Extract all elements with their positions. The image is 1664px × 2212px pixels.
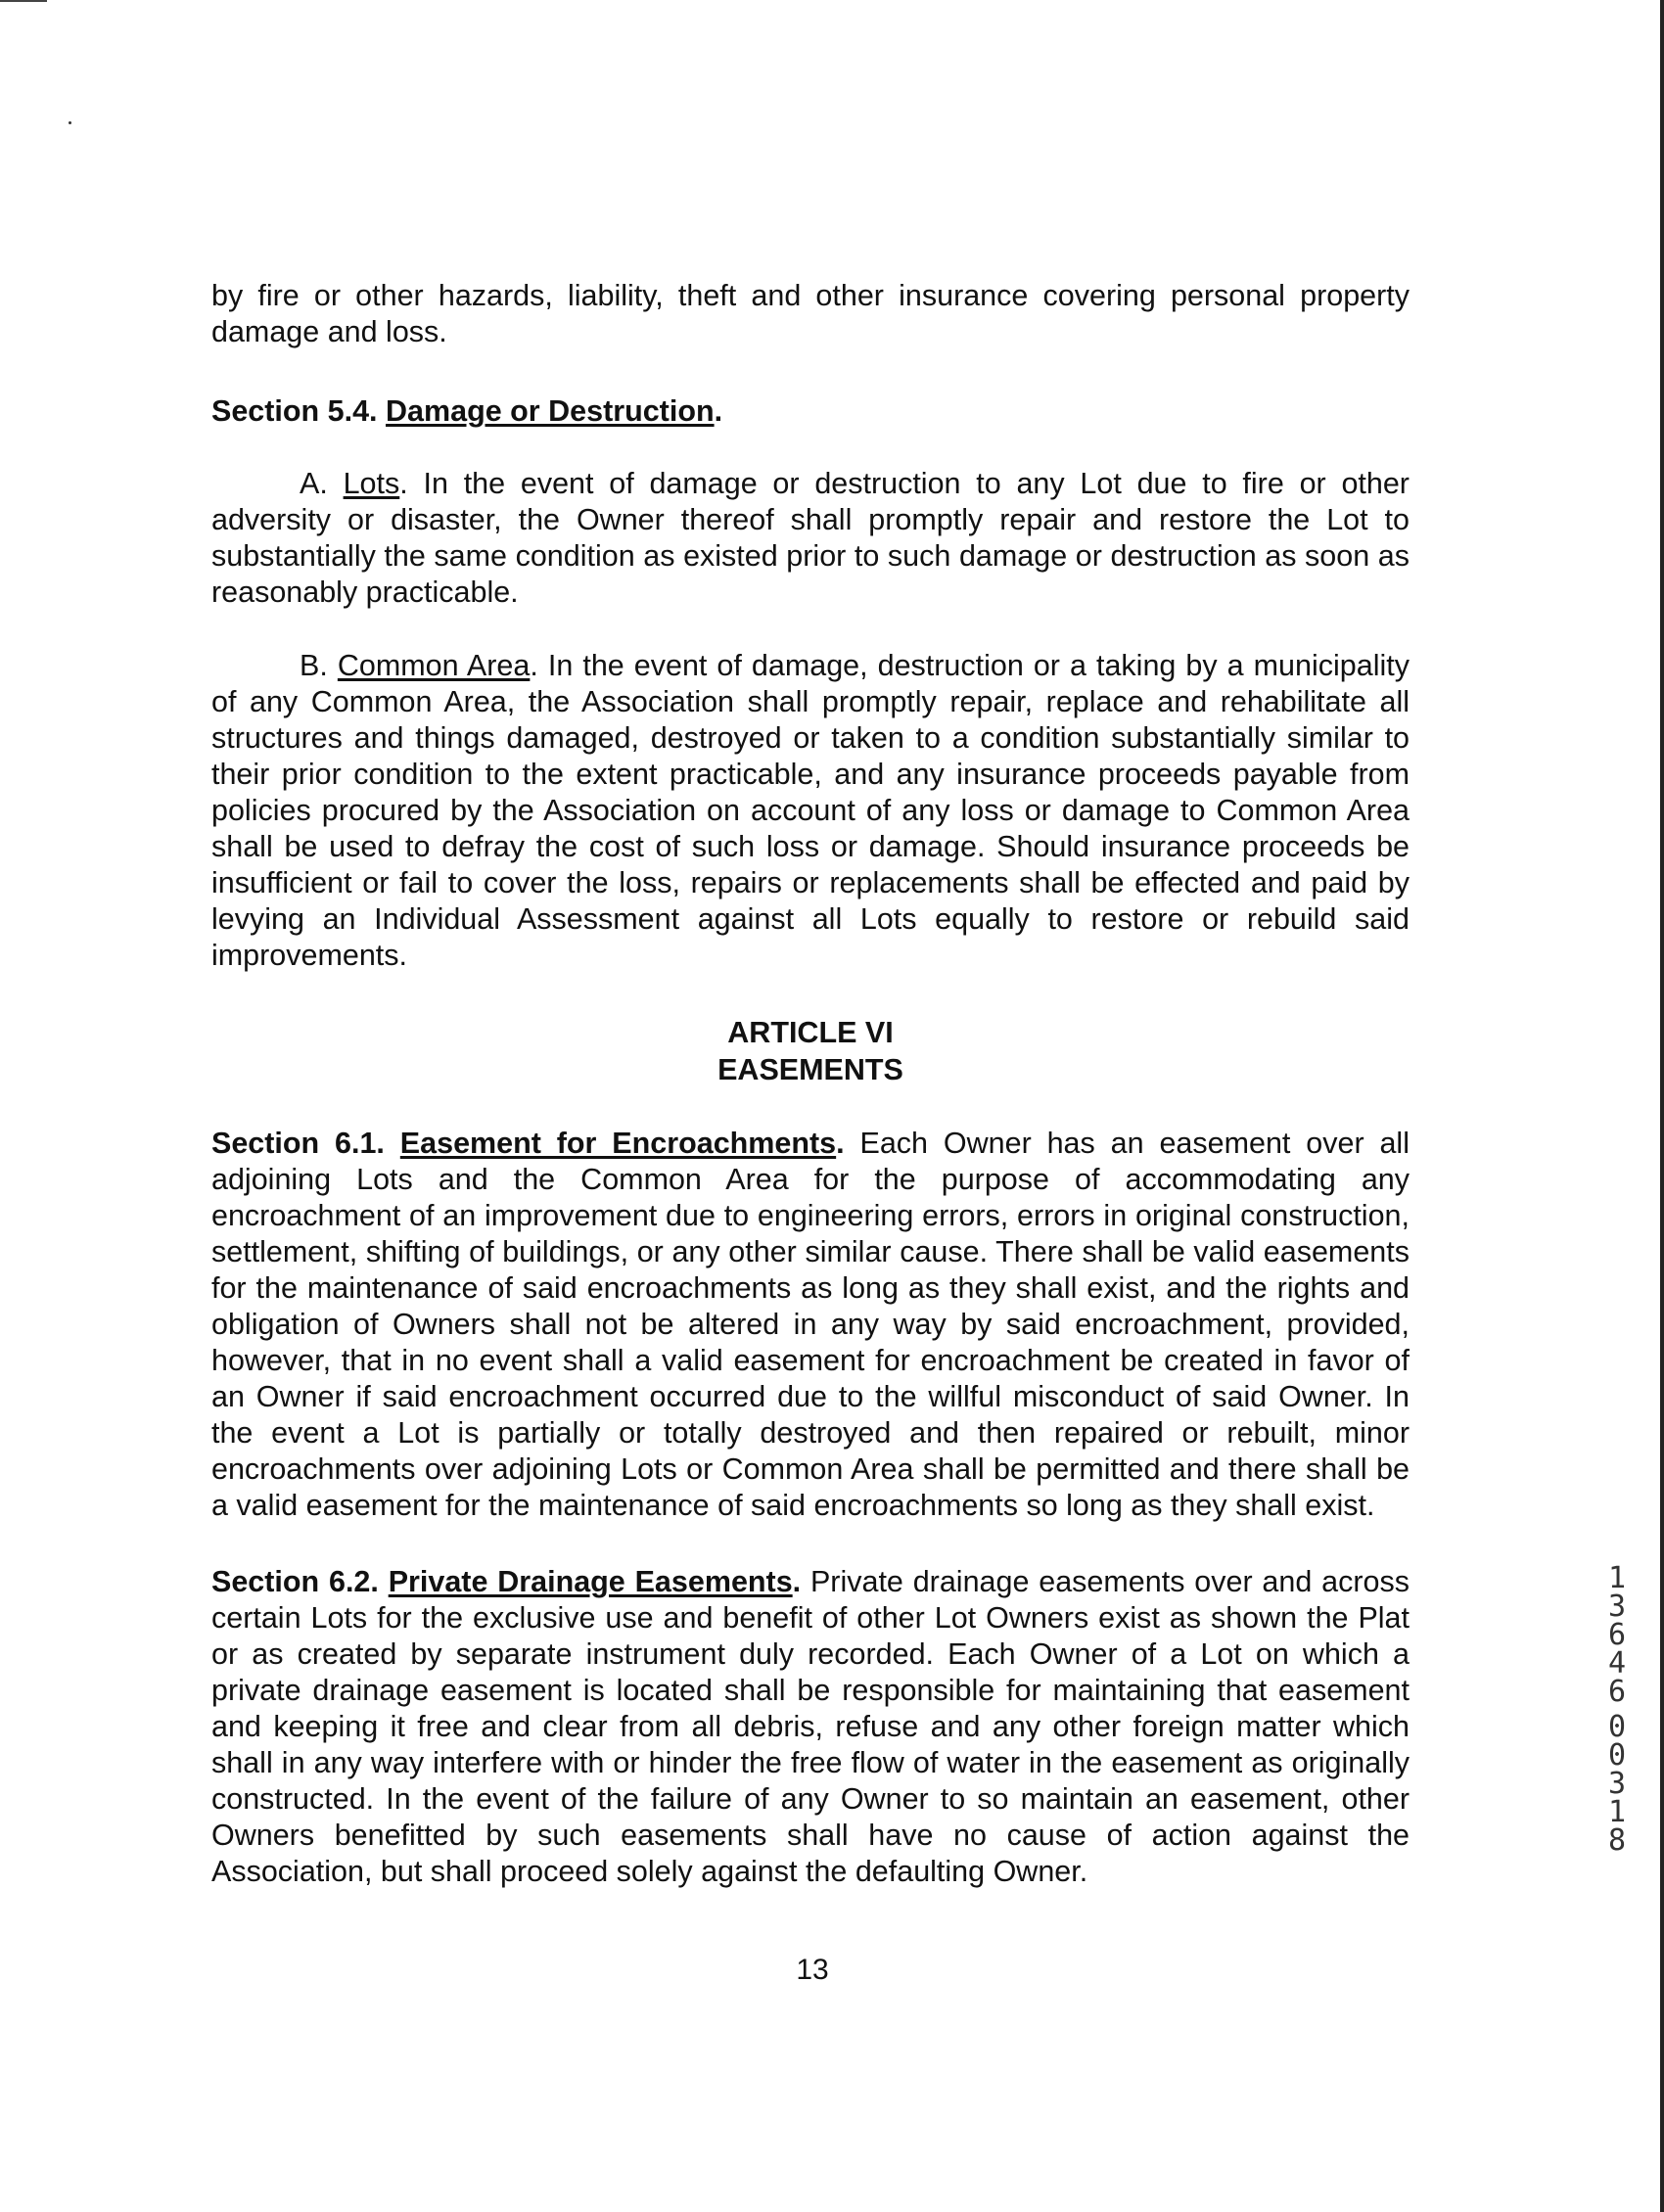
stamp-digit: 6: [1607, 1618, 1627, 1652]
scan-corner-mark: [0, 0, 47, 2]
para-b-text: In the event of damage, destruction or a taking by a municipality of any Common Area, the Association shall promptly repair, replace and rehabilitate all structures and things damaged, destroyed or taken to a condition substantially similar to their prior condition to the extent practicable, and any insurance proceeds payable from policies procured by the Association on account of any loss or damage to Common Area shall be used to defray the cost of such loss or damage. Should insurance proceeds be insufficient or fail to cover the loss, repairs or replacements shall be effected and paid by levying an Individual Assessment against all Lots equally to restore or rebuild said improvements.: [211, 649, 1410, 972]
stamp-digit: 3: [1607, 1767, 1627, 1801]
intro-paragraph-block: [211, 278, 1410, 350]
intro-paragraph: by fire or other hazards, liability, theft and other insurance covering personal property damage and loss.: [211, 279, 1410, 348]
para-a-label: A.: [300, 467, 328, 500]
section-5-4-para-b: B. Common Area. In the event of damage, destruction or a taking by a municipality of any Common Area, the Association shall promptly repair, replace and rehabilitate all structures and things damaged, destroyed or taken to a condition substantially similar to their prior condition to the extent practicable, and any insurance proceeds payable from policies procured by the Association on account of any loss or damage to Common Area shall be used to defray the cost of such loss or damage. Should insurance proceeds be insufficient or fail to cover the loss, repairs or replacements shall be effected and paid by levying an Individual Assessment against all Lots equally to restore or rebuild said improvements.: [211, 649, 1410, 972]
article-number: ARTICLE VI: [727, 1016, 894, 1049]
scan-edge: [1660, 0, 1664, 2212]
stamp-digit: 4: [1607, 1646, 1627, 1681]
stamp-digit: 6: [1607, 1675, 1627, 1709]
section-5-4-title: Damage or Destruction: [386, 394, 715, 428]
section-6-1: Section 6.1. Easement for Encroachments. Each Owner has an easement over all adjoining Lots and the Common Area for the purpose of accommodating any encroachment of an improvement due to engineering errors, errors in original construction, settlement, shifting of buildings, or any other similar cause. There shall be valid easements for the maintenance of said encroachments as long as they shall exist, and the rights and obligation of Owners shall not be altered in any way by said encroachment, provided, however, that in no event shall a valid easement for encroachment be created in favor of an Owner if said encroachment occurred due to the willful misconduct of said Owner. In the event a Lot is partially or totally destroyed and then repaired or rebuilt, minor encroachments over adjoining Lots or Common Area shall be permitted and there shall be a valid easement for the maintenance of said encroachments so long as they shall exist.: [211, 1127, 1410, 1522]
scan-speck: [69, 121, 71, 124]
section-6-2-text: Private drainage easements over and across certain Lots for the exclusive use and benefit of other Lot Owners exist as shown the Plat or as created by separate instrument duly recorded. Each Owner of a Lot on which a private drainage easement is located shall be responsible for maintaining that easement and keeping it free and clear from all debris, refuse and any other foreign matter which shall in any way interfere with or hinder the free flow of water in the easement as originally constructed. In the event of the failure of any Owner to so maintain an easement, other Owners benefitted by such easements shall have no cause of action against the Association, but shall proceed solely against the defaulting Owner.: [211, 1565, 1410, 1888]
section-6-2-number: Section 6.2.: [211, 1565, 379, 1598]
para-a-text: In the event of damage or destruction to any Lot due to fire or other adversity or disaster, the Owner thereof shall promptly repair and restore the Lot to substantially the same condition as existed prior to such damage or destruction as soon as reasonably practicable.: [211, 467, 1410, 609]
stamp-digit: 8: [1607, 1823, 1627, 1858]
section-6-2: Section 6.2. Private Drainage Easements. Private drainage easements over and across certain Lots for the exclusive use and benefit of other Lot Owners exist as shown the Plat or as created by separate instrument duly recorded. Each Owner of a Lot on which a private drainage easement is located shall be responsible for maintaining that easement and keeping it free and clear from all debris, refuse and any other foreign matter which shall in any way interfere with or hinder the free flow of water in the easement as originally constructed. In the event of the failure of any Owner to so maintain an easement, other Owners benefitted by such easements shall have no cause of action against the Association, but shall proceed solely against the defaulting Owner.: [211, 1565, 1410, 1888]
recording-stamp-page: [1599, 1710, 1635, 1858]
para-b-label: B.: [300, 649, 328, 682]
para-b-term: Common Area: [337, 649, 531, 682]
section-6-1-text: Each Owner has an easement over all adjoining Lots and the Common Area for the purpose of accommodating any encroachment of an improvement due to engineering errors, errors in original construction, settlement, shifting of buildings, or any other similar cause. There shall be valid easements for the maintenance of said encroachments as long as they shall exist, and the rights and obligation of Owners shall not be altered in any way by said encroachment, provided, however, that in no event shall a valid easement for encroachment be created in favor of an Owner if said encroachment occurred due to the willful misconduct of said Owner. In the event a Lot is partially or totally destroyed and then repaired or rebuilt, minor encroachments over adjoining Lots or Common Area shall be permitted and there shall be a valid easement for the maintenance of said encroachments so long as they shall exist.: [211, 1127, 1410, 1522]
page-number: 13: [796, 1954, 829, 1986]
section-5-4-number: Section 5.4.: [211, 394, 378, 428]
recording-stamp-book: [1599, 1561, 1635, 1709]
stamp-digit: 1: [1607, 1795, 1627, 1829]
section-6-1-title: Easement for Encroachments: [399, 1127, 837, 1160]
stamp-digit: 3: [1607, 1590, 1627, 1624]
para-a-term: Lots: [343, 467, 400, 500]
article-title: EASEMENTS: [717, 1053, 903, 1086]
section-6-1-number: Section 6.1.: [211, 1127, 385, 1160]
article-heading: [211, 1014, 1410, 1088]
section-5-4-para-a: A. Lots. In the event of damage or destruction to any Lot due to fire or other adversity or disaster, the Owner thereof shall promptly repair and restore the Lot to substantially the same condition as existed prior to such damage or destruction as soon as reasonably practicable.: [211, 467, 1410, 609]
stamp-digit: 1: [1607, 1561, 1627, 1595]
section-6-2-title: Private Drainage Easements: [388, 1565, 793, 1598]
stamp-digit: 0: [1607, 1710, 1627, 1744]
stamp-digit: 0: [1607, 1738, 1627, 1773]
section-5-4-heading: Section 5.4. Damage or Destruction.: [211, 394, 723, 428]
